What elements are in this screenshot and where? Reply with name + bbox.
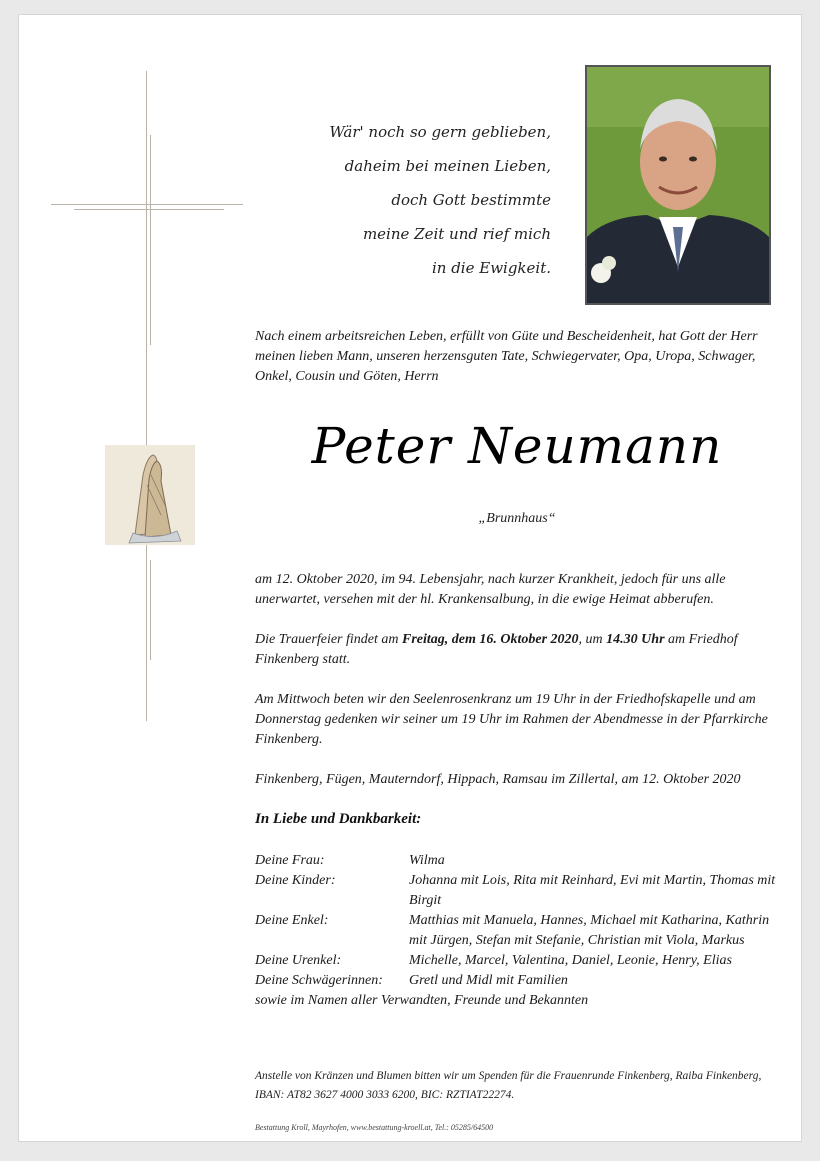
family-label: Deine Enkel: xyxy=(255,913,329,928)
family-row xyxy=(255,851,785,871)
death-notice: am 12. Oktober 2020, im 94. Lebensjahr, nach kurzer Krankheit, jedoch für uns alle unerwartet, versehen mit der hl. Krankensalbung, in die ewige Heimat abberufen. xyxy=(255,572,726,607)
family-label: Deine Kinder: xyxy=(255,873,336,888)
poem-line: daheim bei meinen Lieben, xyxy=(344,157,551,175)
place-date: Finkenberg, Fügen, Mauterndorf, Hippach, Ramsau im Zillertal, am 12. Oktober 2020 xyxy=(255,772,741,787)
family-row xyxy=(255,911,785,951)
family-value: Wilma xyxy=(409,853,445,868)
deceased-nickname: „Brunnhaus“ xyxy=(478,511,556,526)
donation-text: Anstelle von Kränzen und Blumen bitten wir um Spenden für die Frauenrunde Finkenberg, Raiba Finkenberg, IBAN: AT82 3627 4000 3033 6200, BIC: RZTIAT22274. xyxy=(255,1070,762,1101)
family-label: Deine Frau: xyxy=(255,853,325,868)
funeral-date: Freitag, dem 16. Oktober 2020 xyxy=(402,632,579,647)
obituary-page xyxy=(18,14,802,1142)
funeral-home-footer: Bestattung Kroll, Mayrhofen, www.bestattung-kroell.at, Tel.: 05285/64500 xyxy=(255,1123,494,1132)
family-row xyxy=(255,951,785,971)
deceased-name: Peter Neumann xyxy=(311,417,723,475)
poem-line: in die Ewigkeit. xyxy=(431,259,551,277)
family-row xyxy=(255,871,785,911)
relatives-line: sowie im Namen aller Verwandten, Freunde und Bekannten xyxy=(255,993,589,1008)
family-value: Gretl und Midl mit Familien xyxy=(409,973,568,988)
family-value: Michelle, Marcel, Valentina, Daniel, Leonie, Henry, Elias xyxy=(409,953,732,968)
praying-hands-icon xyxy=(105,445,195,545)
rosary-info: Am Mittwoch beten wir den Seelenrosenkranz um 19 Uhr in der Friedhofskapelle und am Donnerstag gedenken wir seiner um 19 Uhr im Rahmen der Abendmesse in der Pfarrkirche Finkenberg. xyxy=(255,692,768,747)
intro-text: Nach einem arbeitsreichen Leben, erfüllt von Güte und Bescheidenheit, hat Gott der Herr meinen lieben Mann, unseren herzensguten Tate, Schwiegervater, Opa, Uropa, Schwager, Onkel, Cousin und Göten, Herrn xyxy=(255,329,758,384)
funeral-info xyxy=(255,630,775,670)
poem xyxy=(249,115,551,285)
funeral-text: am Friedhof Finkenberg statt. xyxy=(255,632,738,667)
funeral-time: 14.30 Uhr xyxy=(606,632,665,647)
family-value: Johanna mit Lois, Rita mit Reinhard, Evi mit Martin, Thomas mit Birgit xyxy=(409,873,776,908)
portrait-photo xyxy=(585,65,771,305)
family-value: Matthias mit Manuela, Hannes, Michael mit Katharina, Kathrin mit Jürgen, Stefan mit Stefanie, Christian mit Viola, Markus xyxy=(409,913,770,948)
funeral-text: Die Trauerfeier findet am xyxy=(255,632,402,647)
poem-line: meine Zeit und rief mich xyxy=(362,225,551,243)
family-row xyxy=(255,971,785,991)
funeral-text: , um xyxy=(578,632,607,647)
poem-line: doch Gott bestimmte xyxy=(391,191,551,209)
family-label: Deine Urenkel: xyxy=(255,953,342,968)
family-heading: In Liebe und Dankbarkeit: xyxy=(255,811,422,827)
family-list xyxy=(255,851,785,1011)
poem-line: Wär' noch so gern geblieben, xyxy=(329,123,551,141)
family-label: Deine Schwägerinnen: xyxy=(255,973,383,988)
